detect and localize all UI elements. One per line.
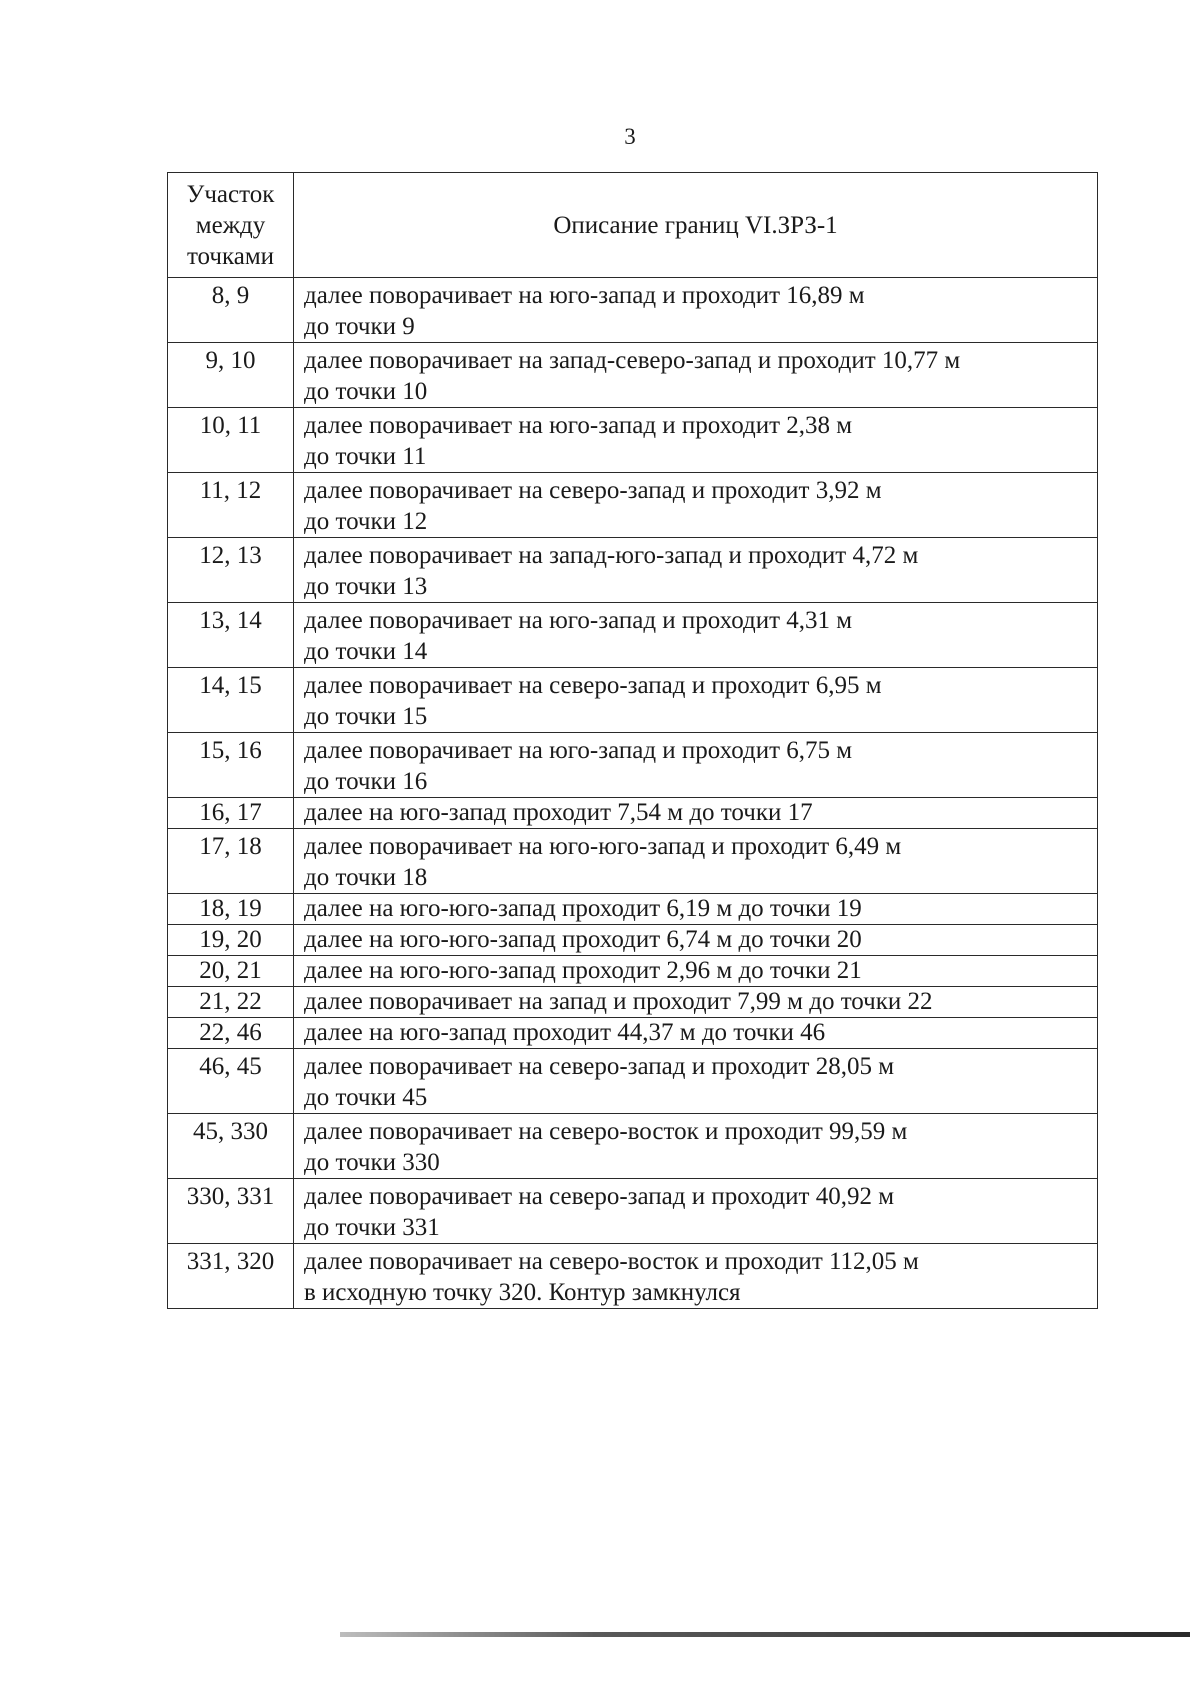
description-cell <box>294 1049 1098 1114</box>
description-line: в исходную точку 320. Контур замкнулся <box>304 1279 741 1306</box>
segment-cell: 19, 20 <box>168 925 294 956</box>
description-line: до точки 13 <box>304 573 428 600</box>
boundary-description-table <box>167 172 1098 1309</box>
table-row <box>168 668 1098 733</box>
description-cell <box>294 538 1098 603</box>
table-row <box>168 1244 1098 1309</box>
description-line: до точки 331 <box>304 1214 440 1241</box>
table-row <box>168 733 1098 798</box>
description-cell <box>294 733 1098 798</box>
description-cell <box>294 798 1098 829</box>
table-row <box>168 1114 1098 1179</box>
table-body <box>168 278 1098 1309</box>
segment-cell: 15, 16 <box>168 733 294 798</box>
segment-cell: 9, 10 <box>168 343 294 408</box>
description-cell <box>294 1114 1098 1179</box>
description-line: далее поворачивает на северо-запад и проходит 28,05 м <box>304 1053 895 1080</box>
description-cell <box>294 668 1098 733</box>
description-line: до точки 10 <box>304 378 428 405</box>
description-line: далее на юго-юго-запад проходит 2,96 м до точки 21 <box>304 957 862 984</box>
scan-edge-line <box>340 1632 1190 1637</box>
table-row <box>168 603 1098 668</box>
table-row <box>168 1049 1098 1114</box>
segment-cell: 331, 320 <box>168 1244 294 1309</box>
table-row <box>168 1018 1098 1049</box>
description-line: до точки 18 <box>304 864 428 891</box>
description-line: далее поворачивает на северо-запад и проходит 3,92 м <box>304 477 882 504</box>
table-row <box>168 408 1098 473</box>
page-number: 3 <box>624 124 636 149</box>
description-cell <box>294 278 1098 343</box>
description-cell <box>294 829 1098 894</box>
description-cell <box>294 925 1098 956</box>
description-line: до точки 15 <box>304 703 428 730</box>
description-cell <box>294 343 1098 408</box>
segment-cell: 13, 14 <box>168 603 294 668</box>
description-line: до точки 14 <box>304 638 428 665</box>
description-cell <box>294 408 1098 473</box>
table-row <box>168 829 1098 894</box>
header-description: Описание границ VI.ЗРЗ-1 <box>294 173 1098 278</box>
description-line: далее на юго-юго-запад проходит 6,19 м до точки 19 <box>304 895 862 922</box>
table-row <box>168 538 1098 603</box>
table-row <box>168 343 1098 408</box>
description-cell <box>294 1018 1098 1049</box>
segment-cell: 14, 15 <box>168 668 294 733</box>
table-header-row <box>168 173 1098 278</box>
segment-cell: 10, 11 <box>168 408 294 473</box>
description-line: далее поворачивает на северо-запад и проходит 40,92 м <box>304 1183 895 1210</box>
table-row <box>168 1179 1098 1244</box>
description-line: далее поворачивает на северо-запад и проходит 6,95 м <box>304 672 882 699</box>
segment-cell: 18, 19 <box>168 894 294 925</box>
segment-cell: 20, 21 <box>168 956 294 987</box>
description-line: до точки 330 <box>304 1149 440 1176</box>
table-row <box>168 925 1098 956</box>
header-segment: Участок между точками <box>168 173 294 278</box>
description-line: до точки 45 <box>304 1084 428 1111</box>
description-line: далее на юго-запад проходит 44,37 м до точки 46 <box>304 1019 826 1046</box>
description-line: до точки 12 <box>304 508 428 535</box>
description-cell <box>294 956 1098 987</box>
description-line: далее на юго-запад проходит 7,54 м до точки 17 <box>304 799 813 826</box>
segment-cell: 16, 17 <box>168 798 294 829</box>
description-line: до точки 16 <box>304 768 428 795</box>
segment-cell: 330, 331 <box>168 1179 294 1244</box>
description-line: далее поворачивает на запад и проходит 7,99 м до точки 22 <box>304 988 933 1015</box>
description-line: далее поворачивает на северо-восток и проходит 99,59 м <box>304 1118 908 1145</box>
description-cell <box>294 894 1098 925</box>
segment-cell: 22, 46 <box>168 1018 294 1049</box>
description-cell <box>294 1179 1098 1244</box>
table-row <box>168 278 1098 343</box>
description-line: далее поворачивает на юго-запад и проходит 2,38 м <box>304 412 853 439</box>
description-cell <box>294 603 1098 668</box>
segment-cell: 11, 12 <box>168 473 294 538</box>
description-line: далее поворачивает на юго-юго-запад и проходит 6,49 м <box>304 833 902 860</box>
description-cell <box>294 473 1098 538</box>
description-line: далее поворачивает на юго-запад и проходит 4,31 м <box>304 607 853 634</box>
description-line: далее поворачивает на запад-юго-запад и проходит 4,72 м <box>304 542 919 569</box>
description-line: далее на юго-юго-запад проходит 6,74 м до точки 20 <box>304 926 862 953</box>
segment-cell: 17, 18 <box>168 829 294 894</box>
segment-cell: 12, 13 <box>168 538 294 603</box>
table-row <box>168 987 1098 1018</box>
segment-cell: 8, 9 <box>168 278 294 343</box>
description-cell <box>294 987 1098 1018</box>
description-cell <box>294 1244 1098 1309</box>
description-line: далее поворачивает на запад-северо-запад и проходит 10,77 м <box>304 347 961 374</box>
description-line: до точки 9 <box>304 313 415 340</box>
description-line: далее поворачивает на северо-восток и проходит 112,05 м <box>304 1248 919 1275</box>
table-row <box>168 956 1098 987</box>
description-line: до точки 11 <box>304 443 427 470</box>
segment-cell: 45, 330 <box>168 1114 294 1179</box>
segment-cell: 46, 45 <box>168 1049 294 1114</box>
segment-cell: 21, 22 <box>168 987 294 1018</box>
table-row <box>168 894 1098 925</box>
table-row <box>168 473 1098 538</box>
description-line: далее поворачивает на юго-запад и проходит 16,89 м <box>304 282 865 309</box>
description-line: далее поворачивает на юго-запад и проходит 6,75 м <box>304 737 853 764</box>
table-row <box>168 798 1098 829</box>
